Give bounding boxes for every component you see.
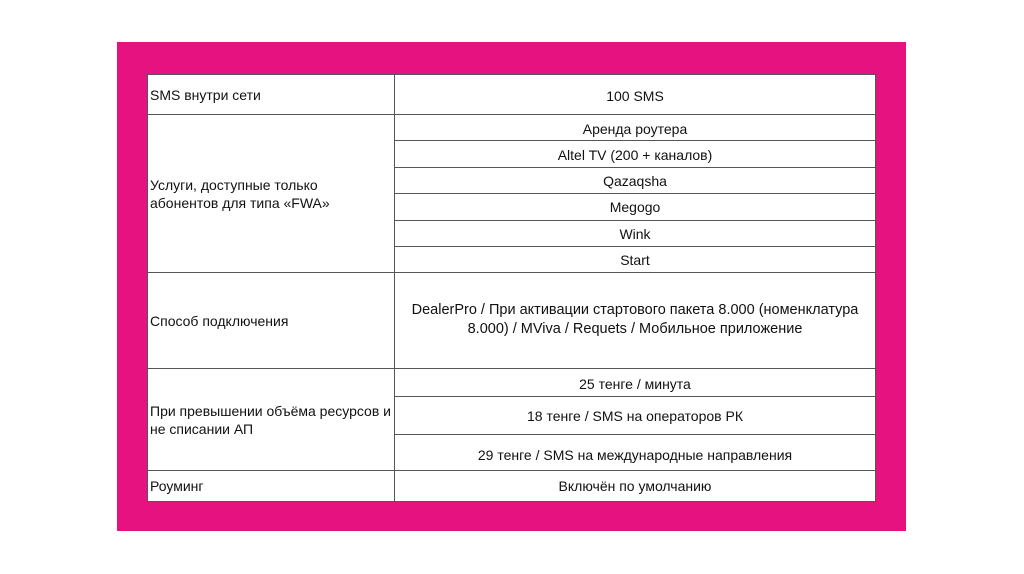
- fwa-label: Услуги, доступные только абонентов для типа «FWA»: [150, 176, 330, 211]
- overuse-label: При превышении объёма ресурсов и не списании АП: [150, 402, 391, 437]
- connection-value: DealerPro / При активации стартового пакета 8.000 (номенклатура 8.000) / MViva / Requets / Мобильное приложение: [411, 302, 859, 337]
- tariff-table: [147, 74, 876, 502]
- roaming-value-cell: [395, 471, 875, 501]
- overuse-item-text: 25 тенге / минута: [579, 376, 691, 392]
- overuse-item-text: 29 тенге / SMS на международные направления: [477, 447, 793, 463]
- overuse-item: [395, 369, 875, 397]
- sms-label: SMS внутри сети: [150, 86, 261, 103]
- roaming-value: Включён по умолчанию: [558, 478, 712, 494]
- sms-value: 100 SMS: [606, 88, 664, 104]
- roaming-label-cell: [148, 471, 395, 501]
- fwa-item-text: Аренда роутера: [582, 121, 688, 137]
- overuse-item: [395, 397, 875, 435]
- fwa-item: [395, 168, 875, 194]
- sms-value-cell: [395, 75, 875, 115]
- connection-value-cell: [395, 273, 875, 369]
- overuse-label-cell: [148, 369, 395, 471]
- fwa-label-cell: [148, 115, 395, 273]
- fwa-item: [395, 194, 875, 221]
- overuse-item-text: 18 тенге / SMS на операторов РК: [527, 408, 743, 424]
- fwa-item-text: Megogo: [609, 199, 661, 215]
- fwa-item: [395, 141, 875, 168]
- fwa-item: [395, 247, 875, 273]
- fwa-item-text: Start: [620, 252, 650, 268]
- fwa-item: [395, 115, 875, 141]
- roaming-label: Роуминг: [150, 478, 204, 494]
- fwa-item: [395, 221, 875, 247]
- connection-label: Способ подключения: [150, 312, 289, 329]
- fwa-item-text: Altel TV (200 + каналов): [557, 147, 713, 163]
- overuse-item: [395, 435, 875, 471]
- connection-label-cell: [148, 273, 395, 369]
- fwa-item-text: Wink: [619, 226, 651, 242]
- fwa-item-text: Qazaqsha: [603, 173, 667, 189]
- sms-label-cell: [148, 75, 395, 115]
